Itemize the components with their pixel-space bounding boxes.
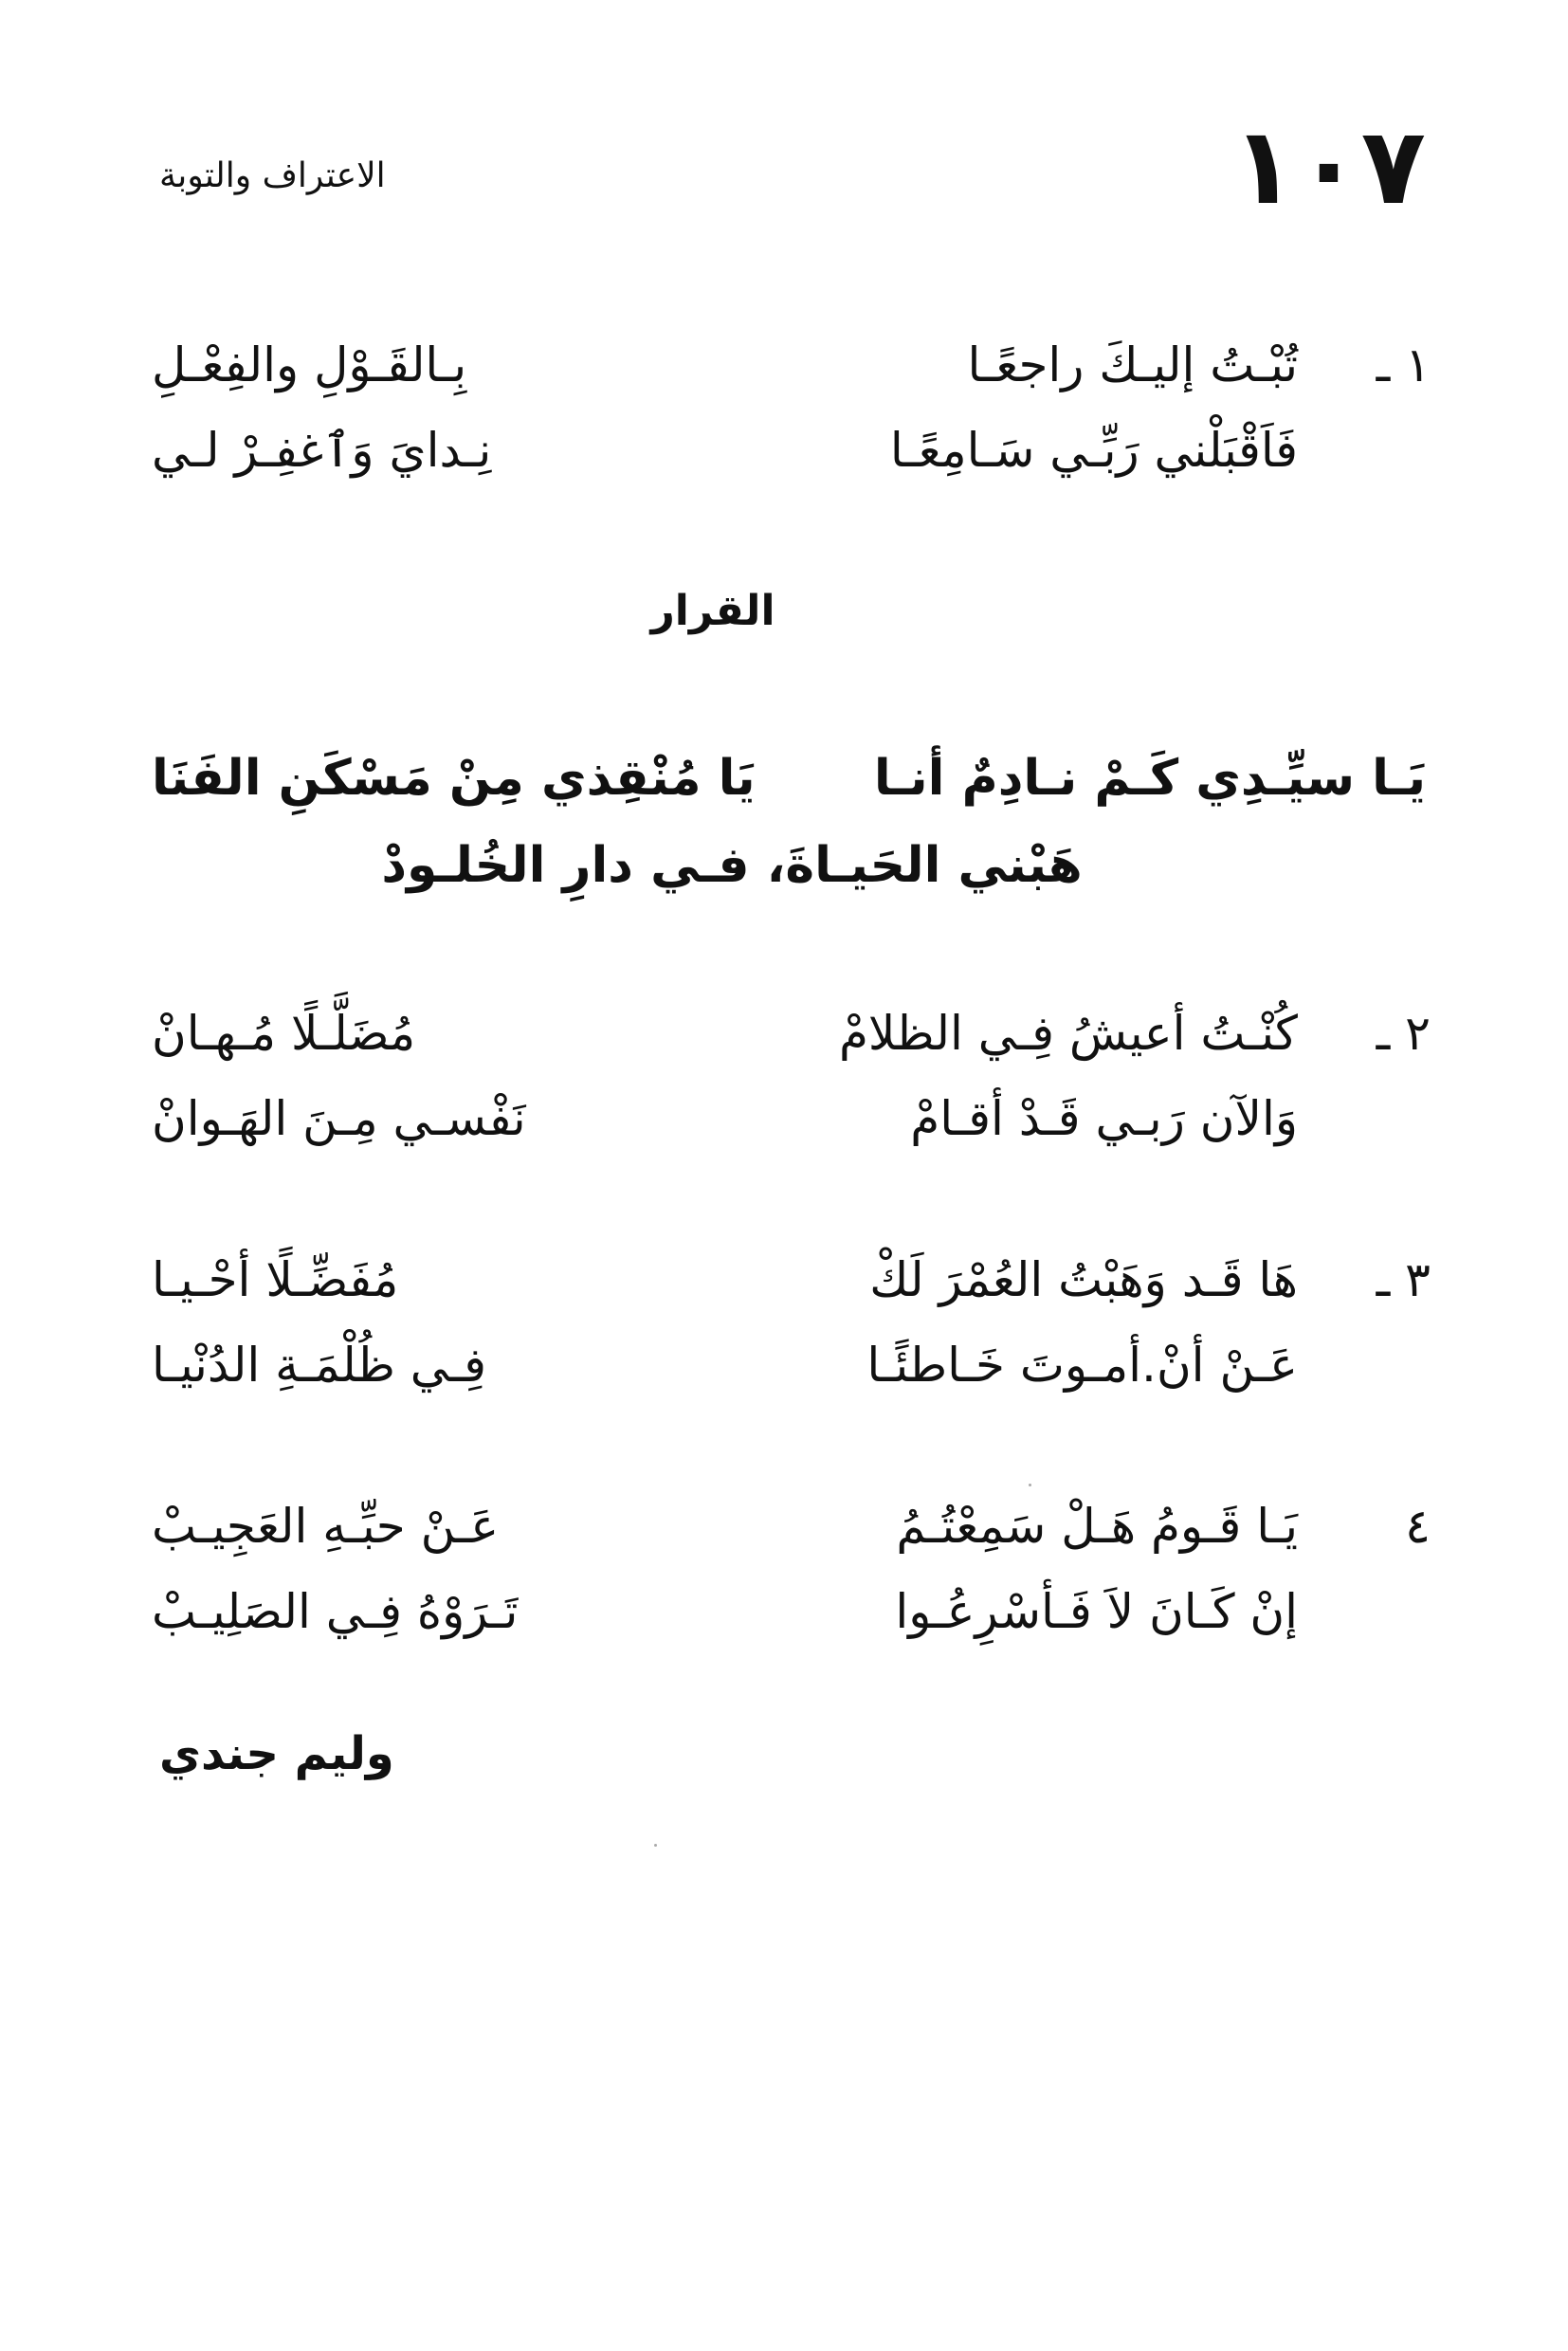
verse-second-half: بِـالقَـوْلِ والفِعْـلِ [152,337,467,392]
print-speck [1029,1484,1031,1486]
verse-line [152,1484,1431,1569]
verse-line [152,322,1431,408]
verse-second-half: نِـدايَ وَٱغفِـرْ لـي [152,423,492,478]
verse-line [152,1569,1431,1654]
chorus [152,735,1426,909]
verse-first-half: عَـنْ أنْ.أمـوتَ خَـاطئًـا [866,1338,1298,1393]
verse-line [152,1322,1431,1408]
verse-line [152,991,1431,1076]
section-title: الاعتراف والتوبة [159,156,386,195]
verse-second-half: تَـرَوْهُ فِـي الصَلِيـبْ [152,1584,519,1639]
verse-first-half: هَا قَـد وَهَبْتُ العُمْرَ لَكْ [869,1252,1298,1307]
verse-second-half: مُفَضِّـلًا أحْـيـا [152,1252,399,1307]
verse-second-half: عَـنْ حبِّـهِ العَجِيـبْ [152,1499,500,1554]
verse-first-half: تُبْـتُ إليـكَ راجعًـا [967,337,1298,392]
verse-first-half: إنْ كَـانَ لاَ فَـأسْرِعُـوا [895,1584,1298,1639]
stanza-4 [152,1484,1431,1654]
stanza-2 [152,991,1431,1161]
verse-line [152,1076,1431,1161]
verse-second-half: نَفْسـي مِـنَ الهَـوانْ [152,1091,526,1146]
chorus-closing-line: هَبْني الحَيـاةَ، فـي دارِ الخُلـودْ [381,837,1083,894]
stanza-3 [152,1237,1431,1408]
print-speck [654,1844,657,1847]
verse-first-half: يَـا قَـومُ هَـلْ سَمِعْتُـمُ [896,1499,1298,1554]
verse-line [152,1237,1431,1322]
stanza-number: ٣ ـ [1376,1252,1431,1307]
author-name: وليم جندي [159,1727,394,1780]
verse-line [152,408,1431,493]
verse-first-half: وَالآن رَبـي قَـدْ أقـامْ [910,1091,1298,1146]
stanza-number: ٤ [1405,1499,1431,1554]
verse-first-half: فَاَقْبَلْني رَبِّـي سَـامِعًـا [889,423,1298,478]
chorus-first-half: يَـا سيِّـدِي كَـمْ نـادِمٌ أنـا [873,750,1426,807]
stanza-1 [152,322,1431,493]
hymn-number: ١٠٧ [1231,105,1426,228]
chorus-line [152,735,1426,822]
verse-first-half: كُنْـتُ أعيشُ فِـي الظلامْ [838,1006,1298,1061]
verse-second-half: مُضَلَّـلًا مُـهـانْ [152,1006,416,1061]
chorus-line [152,822,1426,909]
verse-second-half: فِـي ظُلْمَـةِ الدُنْيـا [152,1338,486,1393]
chorus-title: القرار [650,587,775,635]
chorus-second-half: يَا مُنْقِذي مِنْ مَسْكَنِ الفَنَا [152,750,756,807]
stanza-number: ٢ ـ [1376,1006,1431,1061]
stanza-number: ١ ـ [1376,337,1431,392]
